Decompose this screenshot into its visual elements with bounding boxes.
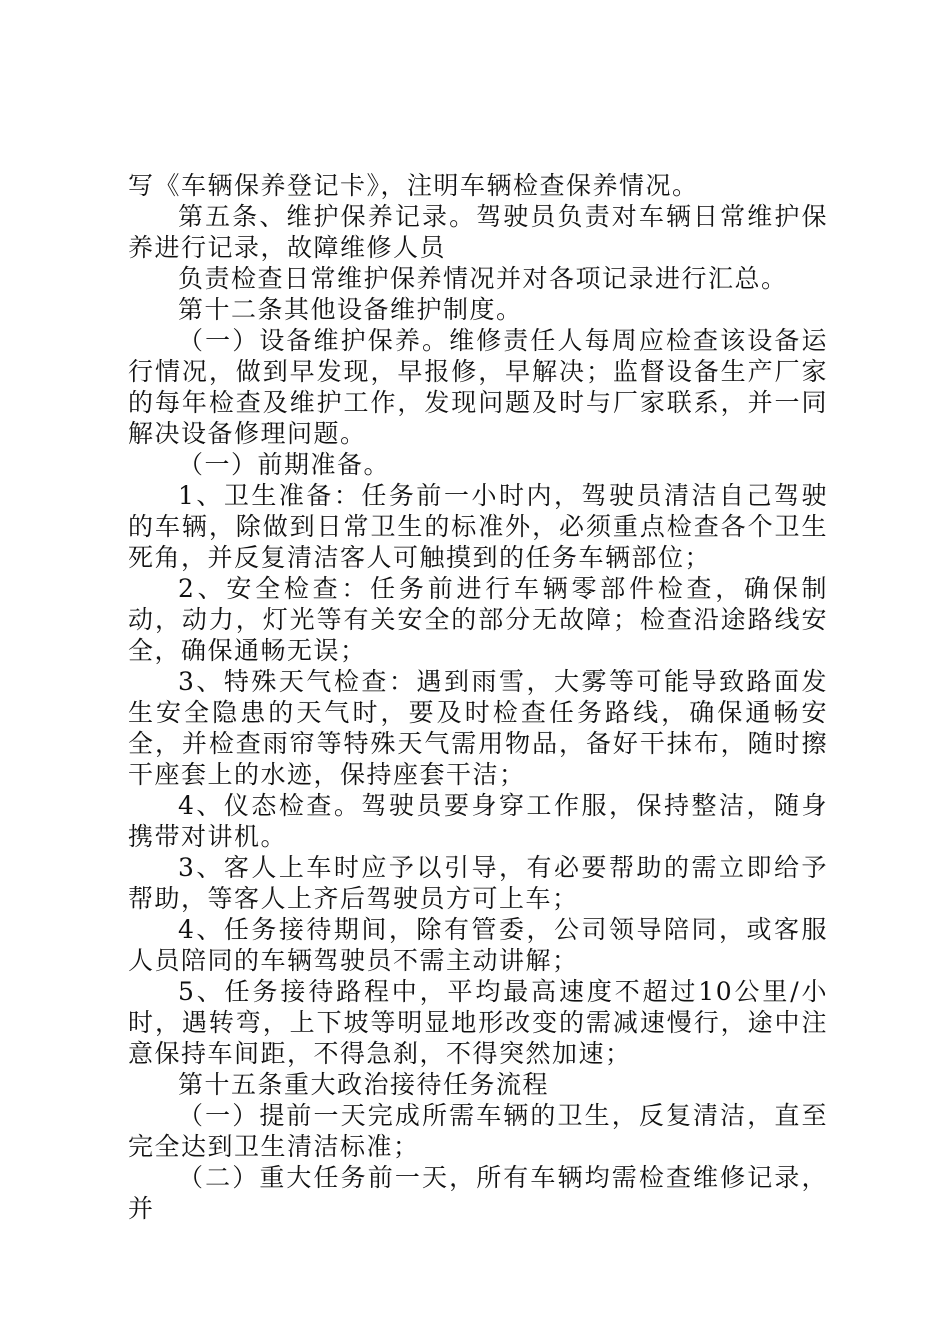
paragraph-8: 2、安全检查：任务前进行车辆零部件检查，确保制动，动力，灯光等有关安全的部分无故障；检查沿途路线安全，确保通畅无误； (128, 574, 828, 665)
paragraph-1: 写《车辆保养登记卡》，注明车辆检查保养情况。 (128, 171, 699, 200)
paragraph-6: （一）前期准备。 (178, 450, 391, 479)
paragraph-16: （二）重大任务前一天，所有车辆均需检查维修记录，并 (128, 1163, 828, 1223)
paragraph-7: 1、卫生准备：任务前一小时内，驾驶员清洁自己驾驶的车辆，除做到日常卫生的标准外，必须重点检查各个卫生死角，并反复清洁客人可触摸到的任务车辆部位； (128, 481, 828, 572)
paragraph-15: （一）提前一天完成所需车辆的卫生，反复清洁，直至完全达到卫生清洁标准； (128, 1101, 828, 1161)
document-body (128, 170, 828, 1224)
paragraph-3: 负责检查日常维护保养情况并对各项记录进行汇总。 (178, 264, 788, 293)
paragraph-9: 3、特殊天气检查：遇到雨雪，大雾等可能导致路面发生安全隐患的天气时，要及时检查任务路线，确保通畅安全，并检查雨帘等特殊天气需用物品，备好干抹布，随时擦干座套上的水迹，保持座套干洁； (128, 667, 828, 789)
paragraph-5: （一）设备维护保养。维修责任人每周应检查该设备运行情况，做到早发现，早报修，早解决；监督设备生产厂家的每年检查及维护工作，发现问题及时与厂家联系，并一同解决设备修理问题。 (128, 326, 828, 448)
paragraph-4: 第十二条其他设备维护制度。 (178, 295, 523, 324)
paragraph-14: 第十五条重大政治接待任务流程 (178, 1070, 550, 1099)
paragraph-12: 4、任务接待期间，除有管委，公司领导陪同，或客服人员陪同的车辆驾驶员不需主动讲解； (128, 915, 828, 975)
paragraph-10: 4、仪态检查。驾驶员要身穿工作服，保持整洁，随身携带对讲机。 (128, 791, 828, 851)
paragraph-2: 第五条、维护保养记录。驾驶员负责对车辆日常维护保养进行记录，故障维修人员 (128, 202, 828, 262)
paragraph-11: 3、客人上车时应予以引导，有必要帮助的需立即给予帮助，等客人上齐后驾驶员方可上车； (128, 853, 828, 913)
paragraph-13: 5、任务接待路程中，平均最高速度不超过10公里/小时，遇转弯，上下坡等明显地形改变的需减速慢行，途中注意保持车间距，不得急刹，不得突然加速； (128, 977, 828, 1068)
